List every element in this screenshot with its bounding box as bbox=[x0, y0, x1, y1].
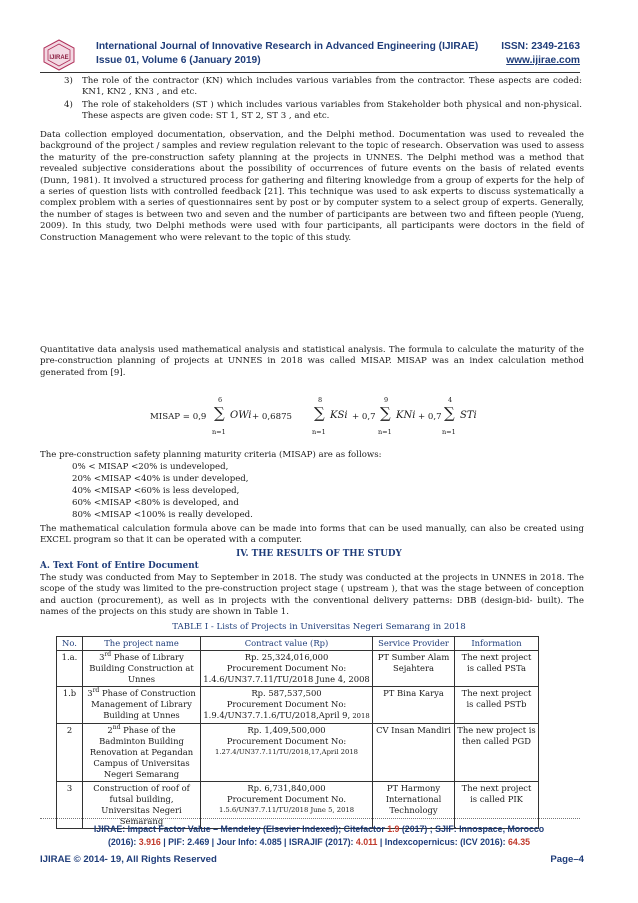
contract-value: Rp. 6,731,840,000 bbox=[247, 783, 326, 793]
journal-name: International Journal of Innovative Research in Advanced Engineering (IJIRAE) bbox=[96, 41, 479, 52]
criteria-item: 40% <MISAP <60% is less developed, bbox=[72, 486, 240, 496]
table-header-row bbox=[57, 637, 539, 651]
contract-value: Rp. 587,537,500 bbox=[251, 688, 322, 698]
cell-provider: PT Harmony International Technology bbox=[373, 782, 455, 829]
criteria-item: 0% < MISAP <20% is undeveloped, bbox=[72, 462, 229, 472]
formula-lower: n=1 bbox=[312, 428, 326, 436]
cell-value bbox=[201, 724, 373, 782]
formula-lower: n=1 bbox=[212, 428, 226, 436]
table-caption: TABLE I - Lists of Projects in Universitas Negeri Semarang in 2018 bbox=[172, 622, 466, 632]
ordinal: 2 bbox=[107, 725, 113, 735]
journal-issue: Issue 01, Volume 6 (January 2019) bbox=[96, 55, 261, 66]
formula-coef: + 0,6875 bbox=[252, 412, 293, 422]
copyright: IJIRAE © 2014- 19, All Rights Reserved bbox=[40, 854, 217, 865]
cell-value bbox=[201, 687, 373, 724]
paragraph: Data collection employed documentation, observation, and the Delphi method. Documentation was used to revealed the background of the project / samples and review regulation relevant to the topic of research. Observation was used to assess the maturity of the pre-construction safety planning at the projects in UNNES. The Delphi method was a method that revealed subjective considerations about the possibility of occurrences of future events on the basis of related events (Dunn, 1981). It involved a structured process for gathering and filtering knowledge from a group of experts for the help of a series of question lists with controlled feedback [21]. This technique was used to ask experts to discuss systematically a complex problem with a series of questionnaires sent by post or by computer system to a select group of experts. Generally, the number of stages is between two and seven and the number of participants are between two and fifteen people (Yueng, 2009). In this study, two Delphi methods were used with four participants, all participants were doctors in the field of Construction Management who were relevant to the topic of this study. bbox=[40, 130, 584, 243]
misap-formula bbox=[150, 398, 550, 442]
formula-upper: 8 bbox=[318, 396, 323, 404]
col-header: Contract value (Rp) bbox=[201, 637, 373, 651]
ordinal: 3 bbox=[87, 688, 93, 698]
formula-coef: + 0,7 bbox=[352, 412, 376, 422]
footer-metrics-line-2 bbox=[0, 836, 638, 849]
col-header: No. bbox=[57, 637, 83, 651]
cell-no: 2 bbox=[57, 724, 83, 782]
formula-sigma: ∑ bbox=[314, 404, 325, 422]
project-name: Phase of Library Building Construction at Unnes bbox=[89, 652, 194, 684]
cell-value bbox=[201, 651, 373, 687]
doc-number bbox=[203, 747, 370, 758]
footer-text: (2016): bbox=[107, 837, 139, 847]
formula-sigma: ∑ bbox=[444, 404, 455, 422]
doc-label: Procurement Document No. bbox=[226, 794, 347, 804]
cell-no: 1.a. bbox=[57, 651, 83, 687]
doc-number-main: 1.9.4/UN37.7.1.6/TU/2018,April 9, bbox=[203, 710, 351, 720]
formula-lhs: MISAP = 0,9 bbox=[150, 412, 207, 422]
footer-highlight: 4.011 bbox=[355, 837, 378, 847]
header-divider bbox=[40, 72, 580, 73]
ordinal-suffix: rd bbox=[92, 687, 100, 695]
cell-name bbox=[83, 724, 201, 782]
footer-text: (2017) ; SJIF: Innospace, Morocco bbox=[399, 824, 545, 834]
formula-lower: n=1 bbox=[378, 428, 392, 436]
doc-number bbox=[203, 710, 370, 722]
doc-number: 1.5.6/UN37.7.11/TU/2018 June 5, 2018 bbox=[218, 806, 355, 814]
list-item bbox=[0, 76, 638, 100]
page-number: Page–4 bbox=[550, 854, 584, 865]
journal-website-link[interactable]: www.ijirae.com bbox=[506, 55, 580, 66]
formula-term: STi bbox=[460, 410, 477, 421]
list-number: 3) bbox=[64, 76, 73, 86]
formula-upper: 4 bbox=[448, 396, 453, 404]
formula-term: KSi bbox=[330, 410, 348, 421]
journal-header bbox=[40, 38, 580, 74]
paragraph: The mathematical calculation formula above can be made into forms that can be used manually, can also be created using EXCEL program so that it can be operated with a computer. bbox=[40, 524, 584, 546]
cell-value bbox=[201, 782, 373, 829]
table-row bbox=[57, 724, 539, 782]
formula-upper: 6 bbox=[218, 396, 223, 404]
paragraph: The study was conducted from May to September in 2018. The study was conducted at the projects in UNNES in 2018. The scope of the study was limited to the pre-construction project stage ( upstream ), that was the stage between of conception and auction (procurement), as well as in projects with the conventional delivery patterns: DBB (design-bid- built). The names of the projects on this study are shown in Table 1. bbox=[40, 573, 584, 618]
header-left bbox=[96, 40, 478, 68]
doc-label: Procurement Document No: bbox=[226, 736, 347, 746]
cell-info: The new project is then called PGD bbox=[455, 724, 539, 782]
criteria-item: 60% <MISAP <80% is developed, and bbox=[72, 498, 239, 508]
footer-highlight: 1.9 bbox=[387, 824, 400, 834]
ordinal-suffix: nd bbox=[112, 724, 121, 732]
doc-number-date: April 2018 bbox=[321, 748, 358, 756]
doc-label: Procurement Document No: bbox=[226, 663, 347, 673]
cell-no: 1.b bbox=[57, 687, 83, 724]
ordinal: 3 bbox=[99, 652, 105, 662]
doc-number-year: 2018 bbox=[350, 712, 370, 720]
paragraph: The pre-construction safety planning maturity criteria (MISAP) are as follows: bbox=[40, 450, 382, 460]
section-title: IV. THE RESULTS OF THE STUDY bbox=[236, 549, 402, 559]
cell-info: The next project is called PSTb bbox=[455, 687, 539, 724]
footer-text: | PIF: 2.469 | Jour Info: 4.085 | ISRAJIF (2017): bbox=[160, 837, 356, 847]
formula-coef: + 0,7 bbox=[418, 412, 442, 422]
header-right bbox=[501, 40, 580, 68]
col-header: The project name bbox=[83, 637, 201, 651]
footer-divider bbox=[40, 818, 580, 819]
contract-value: Rp. 25,324,016,000 bbox=[244, 652, 329, 662]
list-number: 4) bbox=[64, 100, 73, 110]
col-header: Information bbox=[455, 637, 539, 651]
cell-provider: PT Sumber Alam Sejahtera bbox=[373, 651, 455, 687]
footer-metrics-line-1 bbox=[0, 823, 638, 836]
cell-name bbox=[83, 687, 201, 724]
cell-provider: CV Insan Mandiri bbox=[373, 724, 455, 782]
formula-term: KNi bbox=[396, 410, 416, 421]
list-item bbox=[0, 100, 638, 124]
cell-name: Construction of roof of futsal building, Universitas Negeri Semarang bbox=[83, 782, 201, 829]
cell-info: The next project is called PSTa bbox=[455, 651, 539, 687]
subsection-title: A. Text Font of Entire Document bbox=[40, 561, 199, 571]
project-name: Phase of Construction Management of Library Building at Unnes bbox=[91, 688, 196, 720]
cell-no: 3 bbox=[57, 782, 83, 829]
formula-term: OWi bbox=[230, 410, 252, 421]
project-name: Phase of the Badminton Building Renovation at Pegandan Campus of Universitas Negeri Semarang bbox=[89, 725, 194, 779]
doc-number-main: 1.27.4/UN37.7.11/TU/2018,17, bbox=[215, 748, 322, 756]
table-row bbox=[57, 687, 539, 724]
journal-issn: ISSN: 2349-2163 bbox=[501, 41, 580, 52]
ordinal-suffix: rd bbox=[104, 651, 112, 659]
doc-label: Procurement Document No: bbox=[226, 699, 347, 709]
contract-value: Rp. 1,409,500,000 bbox=[247, 725, 326, 735]
footer-text: IJIRAE: Impact Factor Value – Mendeley (Elsevier Indexed); Citefactor bbox=[93, 824, 388, 834]
svg-text:IJIRAE: IJIRAE bbox=[49, 55, 69, 61]
formula-lower: n=1 bbox=[442, 428, 456, 436]
list-text: The role of the contractor (KN) which includes various variables from the contractor. These aspects are coded: KN1, KN2 , KN3 , and etc. bbox=[82, 76, 582, 98]
col-header: Service Provider bbox=[373, 637, 455, 651]
cell-provider: PT Bina Karya bbox=[373, 687, 455, 724]
paragraph: Quantitative data analysis used mathematical analysis and statistical analysis. The formula to calculate the maturity of the pre-construction planning of projects at UNNES in 2018 was called MISAP. MISAP was an index calculation method generated from [9]. bbox=[40, 345, 584, 378]
formula-sigma: ∑ bbox=[214, 404, 225, 422]
criteria-item: 80% <MISAP <100% is really developed. bbox=[72, 510, 253, 520]
footer-highlight: 64.35 bbox=[508, 837, 531, 847]
formula-sigma: ∑ bbox=[380, 404, 391, 422]
cell-info: The next project is called PIK bbox=[455, 782, 539, 829]
list-text: The role of stakeholders (ST ) which includes various variables from Stakeholder both physical and non-physical. These aspects are given code: ST 1, ST 2, ST 3 , and etc. bbox=[82, 100, 582, 122]
projects-table bbox=[56, 636, 539, 829]
formula-upper: 9 bbox=[384, 396, 389, 404]
journal-logo bbox=[40, 38, 78, 72]
criteria-item: 20% <MISAP <40% is under developed, bbox=[72, 474, 249, 484]
footer-highlight: 3.916 bbox=[138, 837, 161, 847]
doc-number: 1.4.6/UN37.7.11/TU/2018 June 4, 2008 bbox=[203, 674, 370, 684]
table-row bbox=[57, 782, 539, 829]
cell-name bbox=[83, 651, 201, 687]
table-row bbox=[57, 651, 539, 687]
footer-text: | Indexcopernicus: (ICV 2016): bbox=[377, 837, 508, 847]
